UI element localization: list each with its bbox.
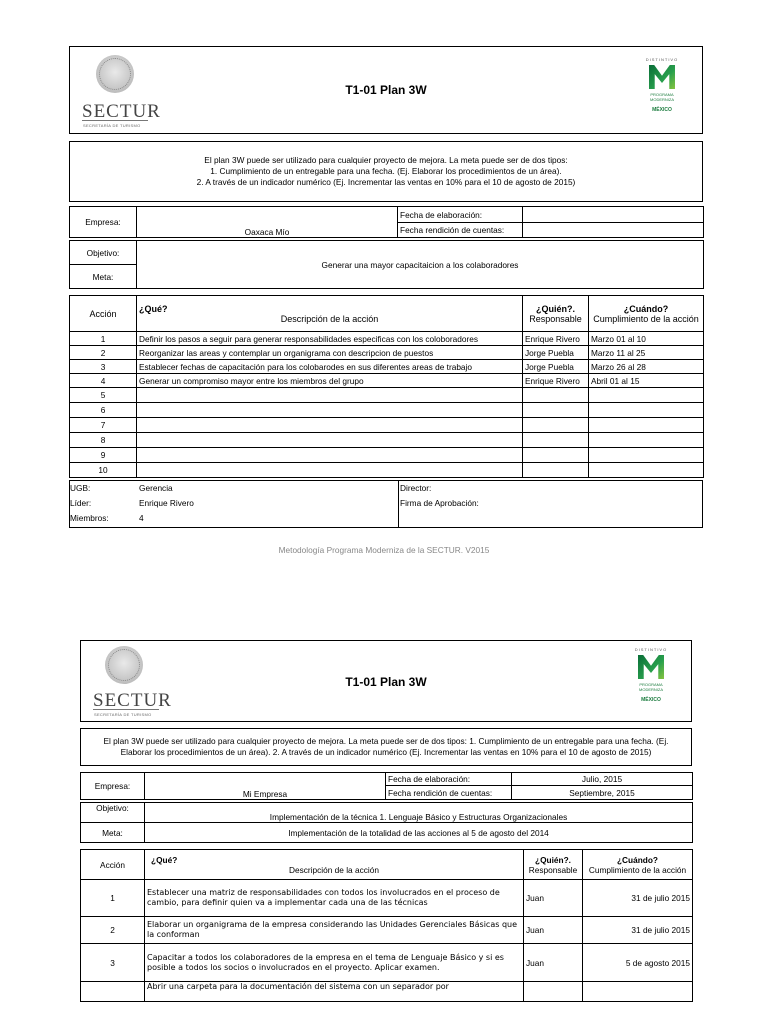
row-quien: Juan bbox=[524, 944, 583, 982]
fecha-rendicion-label: Fecha rendición de cuentas: bbox=[398, 223, 523, 238]
signature-table bbox=[70, 481, 704, 525]
fecha-rendicion-label: Fecha rendición de cuentas: bbox=[386, 786, 512, 800]
row-que bbox=[137, 448, 523, 463]
col-cuando-subtitle: Cumplimiento de la acción bbox=[593, 313, 699, 324]
company-info-table bbox=[69, 206, 704, 238]
col-cuando-title: ¿Cuándo? bbox=[623, 303, 669, 314]
logo-distintivo: DISTINTIVO bbox=[634, 647, 668, 652]
row-que bbox=[137, 463, 523, 478]
objetivo-label: Objetivo: bbox=[70, 241, 137, 265]
sectur-subtitle: SECRETARÍA DE TURISMO bbox=[94, 712, 152, 717]
meta-value: Implementación de la totalidad de las acciones al 5 de agosto del 2014 bbox=[145, 823, 693, 843]
firma-label: Firma de Aprobación: bbox=[400, 497, 479, 508]
fecha-elaboracion-value: Julio, 2015 bbox=[512, 773, 693, 786]
signature-divider bbox=[398, 481, 399, 527]
row-number: 1 bbox=[70, 332, 137, 346]
table-row bbox=[70, 448, 704, 463]
col-accion: Acción bbox=[81, 850, 145, 880]
intro-paragraph: El plan 3W puede ser utilizado para cualquier proyecto de mejora. La meta puede ser de dos tipos: 1. Cumplimiento de un entregable para una fecha. (Ej. Elaborar los procedimientos de un área). 2. A través de un indicador numérico (Ej. Incrementar las ventas en 10% para el 10 de agosto de 2015) bbox=[103, 736, 669, 757]
table-row bbox=[81, 944, 693, 982]
col-cuando bbox=[589, 296, 704, 332]
signature-block bbox=[69, 480, 703, 528]
col-cuando-title: ¿Cuándo? bbox=[616, 854, 658, 865]
table-row bbox=[81, 917, 693, 944]
row-number: 9 bbox=[70, 448, 137, 463]
row-cuando bbox=[589, 388, 704, 403]
row-cuando bbox=[589, 403, 704, 418]
miembros-label: Miembros: bbox=[70, 512, 109, 523]
moderniza-m-icon bbox=[649, 65, 675, 89]
sectur-logo-text: SECTUR bbox=[93, 690, 172, 711]
row-number: 10 bbox=[70, 463, 137, 478]
moderniza-logo bbox=[640, 57, 684, 129]
table-row bbox=[70, 360, 704, 374]
row-quien bbox=[523, 448, 589, 463]
row-que: Abrir una carpeta para la documentación del sistema con un separador por bbox=[145, 982, 524, 1002]
col-que-subtitle: Descripción de la acción bbox=[289, 864, 379, 875]
row-que: Elaborar un organigrama de la empresa considerando las Unidades Gerenciales Básicas que la conforman bbox=[145, 917, 524, 944]
row-que: Establecer una matriz de responsabilidades con todos los involucrados en el proceso de cambio, para definir quien va a implementar cada una de las técnicas bbox=[145, 880, 524, 917]
row-number bbox=[81, 982, 145, 1002]
footer-note: Metodología Programa Moderniza de la SECTUR. V2015 bbox=[278, 545, 490, 555]
row-quien bbox=[523, 463, 589, 478]
company-info-table bbox=[80, 772, 693, 800]
sectur-logo-text: SECTUR bbox=[82, 101, 161, 122]
empresa-value: Oaxaca Mío bbox=[137, 207, 398, 238]
col-que bbox=[145, 850, 524, 880]
logo-programa: PROGRAMA MODERNIZA bbox=[639, 682, 663, 692]
col-cuando bbox=[583, 850, 693, 880]
col-que bbox=[137, 296, 523, 332]
table-row bbox=[70, 346, 704, 360]
row-quien bbox=[523, 403, 589, 418]
intro-line: El plan 3W puede ser utilizado para cualquier proyecto de mejora. La meta puede ser de dos tipos: bbox=[204, 155, 568, 165]
row-cuando bbox=[589, 433, 704, 448]
meta-label: Meta: bbox=[70, 265, 137, 289]
row-number: 6 bbox=[70, 403, 137, 418]
row-number: 2 bbox=[70, 346, 137, 360]
row-quien: Enrique Rivero bbox=[523, 332, 589, 346]
empresa-value: Mi Empresa bbox=[145, 773, 386, 800]
table-row bbox=[70, 374, 704, 388]
moderniza-logo bbox=[629, 647, 673, 719]
document-title: T1-01 Plan 3W bbox=[345, 675, 427, 689]
col-quien-title: ¿Quién?. bbox=[535, 854, 571, 865]
table-row bbox=[70, 403, 704, 418]
table-row bbox=[70, 388, 704, 403]
row-quien bbox=[523, 388, 589, 403]
fecha-rendicion-value bbox=[523, 223, 704, 238]
row-quien bbox=[524, 982, 583, 1002]
row-quien bbox=[523, 418, 589, 433]
row-cuando: 31 de julio 2015 bbox=[583, 917, 693, 944]
row-number: 5 bbox=[70, 388, 137, 403]
moderniza-m-icon bbox=[638, 655, 664, 679]
row-que: Reorganizar las areas y contemplar un organigrama con descripcion de puestos bbox=[137, 346, 523, 360]
intro-text bbox=[69, 141, 703, 202]
actions-table bbox=[80, 849, 693, 1002]
row-cuando: Abril 01 al 15 bbox=[589, 374, 704, 388]
document-header bbox=[69, 46, 703, 134]
table-row bbox=[81, 880, 693, 917]
col-quien bbox=[523, 296, 589, 332]
row-que: Definir los pasos a seguir para generar responsabilidades especificas con los coloboradores bbox=[137, 332, 523, 346]
row-que: Generar un compromiso mayor entre los miembros del grupo bbox=[137, 374, 523, 388]
col-quien bbox=[524, 850, 583, 880]
lider-label: Líder: bbox=[70, 497, 92, 508]
row-quien: Jorge Puebla bbox=[523, 360, 589, 374]
row-cuando: Marzo 26 al 28 bbox=[589, 360, 704, 374]
objetivo-value: Generar una mayor capacitaicion a los colaboradores bbox=[137, 241, 704, 289]
row-que: Capacitar a todos los colaboradores de la empresa en el tema de Lenguaje Básico y si es posible a todos los socios o involucrados en el proyecto. Aplicar examen. bbox=[145, 944, 524, 982]
objective-table bbox=[69, 240, 704, 289]
document-title: T1-01 Plan 3W bbox=[345, 83, 427, 97]
row-number: 4 bbox=[70, 374, 137, 388]
col-accion: Acción bbox=[70, 296, 137, 332]
col-quien-title: ¿Quién?. bbox=[536, 303, 575, 314]
row-quien: Jorge Puebla bbox=[523, 346, 589, 360]
row-cuando: 31 de julio 2015 bbox=[583, 880, 693, 917]
logo-mexico: MÉXICO bbox=[641, 697, 661, 703]
fecha-rendicion-value: Septiembre, 2015 bbox=[512, 786, 693, 800]
col-que-title: ¿Qué? bbox=[151, 854, 178, 865]
empresa-label: Empresa: bbox=[81, 773, 145, 800]
objetivo-value: Implementación de la técnica 1. Lenguaje Básico y Estructuras Organizacionales bbox=[145, 803, 693, 823]
plan-3w-document-2 bbox=[80, 640, 692, 1002]
row-cuando: 5 de agosto 2015 bbox=[583, 944, 693, 982]
row-cuando: Marzo 01 al 10 bbox=[589, 332, 704, 346]
col-que-title: ¿Qué? bbox=[139, 303, 168, 314]
miembros-value: 4 bbox=[139, 512, 144, 523]
intro-line: 1. Cumplimiento de un entregable para una fecha. (Ej. Elaborar los procedimientos de un área). bbox=[210, 166, 562, 176]
row-que bbox=[137, 433, 523, 448]
lider-value: Enrique Rivero bbox=[139, 497, 194, 508]
ugb-label: UGB: bbox=[70, 483, 91, 493]
logo-programa: PROGRAMA MODERNIZA bbox=[650, 92, 674, 102]
table-row bbox=[70, 332, 704, 346]
intro-line: 2. A través de un indicador numérico (Ej. Incrementar las ventas en 10% para el 10 de agosto de 2015) bbox=[196, 177, 576, 187]
row-number: 3 bbox=[81, 944, 145, 982]
document-header bbox=[80, 640, 692, 722]
empresa-label: Empresa: bbox=[70, 207, 137, 238]
row-cuando bbox=[589, 448, 704, 463]
fecha-elaboracion-label: Fecha de elaboración: bbox=[386, 773, 512, 786]
logo-distintivo: DISTINTIVO bbox=[645, 57, 679, 62]
plan-3w-document-1 bbox=[69, 46, 703, 528]
logo-mexico: MÉXICO bbox=[652, 107, 672, 113]
col-quien-subtitle: Responsable bbox=[529, 313, 582, 324]
row-cuando bbox=[589, 463, 704, 478]
col-cuando-subtitle: Cumplimiento de la acción bbox=[588, 864, 687, 875]
row-que bbox=[137, 418, 523, 433]
col-quien-subtitle: Responsable bbox=[528, 864, 578, 875]
table-row bbox=[70, 433, 704, 448]
objetivo-label: Objetivo: bbox=[81, 803, 145, 823]
ugb-value: Gerencia bbox=[139, 483, 173, 493]
row-que bbox=[137, 388, 523, 403]
empty-cell bbox=[398, 510, 704, 525]
sectur-subtitle: SECRETARÍA DE TURISMO bbox=[83, 123, 141, 128]
row-number: 7 bbox=[70, 418, 137, 433]
table-row bbox=[70, 463, 704, 478]
objective-table bbox=[80, 802, 693, 843]
row-quien bbox=[523, 433, 589, 448]
table-row bbox=[81, 982, 693, 1002]
intro-text bbox=[80, 728, 692, 766]
row-cuando bbox=[583, 982, 693, 1002]
row-number: 3 bbox=[70, 360, 137, 374]
row-quien: Enrique Rivero bbox=[523, 374, 589, 388]
row-cuando: Marzo 11 al 25 bbox=[589, 346, 704, 360]
row-number: 8 bbox=[70, 433, 137, 448]
row-que bbox=[137, 403, 523, 418]
row-que: Establecer fechas de capacitación para los colobarodes en sus diferentes areas de trabajo bbox=[137, 360, 523, 374]
row-number: 1 bbox=[81, 880, 145, 917]
row-number: 2 bbox=[81, 917, 145, 944]
row-cuando bbox=[589, 418, 704, 433]
fecha-elaboracion-label: Fecha de elaboración: bbox=[398, 207, 523, 223]
actions-table bbox=[69, 295, 704, 478]
row-quien: Juan bbox=[524, 917, 583, 944]
col-que-subtitle: Descripción de la acción bbox=[280, 313, 379, 324]
director-label: Director: bbox=[400, 483, 432, 493]
fecha-elaboracion-value bbox=[523, 207, 704, 223]
row-quien: Juan bbox=[524, 880, 583, 917]
meta-label: Meta: bbox=[81, 823, 145, 843]
table-row bbox=[70, 418, 704, 433]
